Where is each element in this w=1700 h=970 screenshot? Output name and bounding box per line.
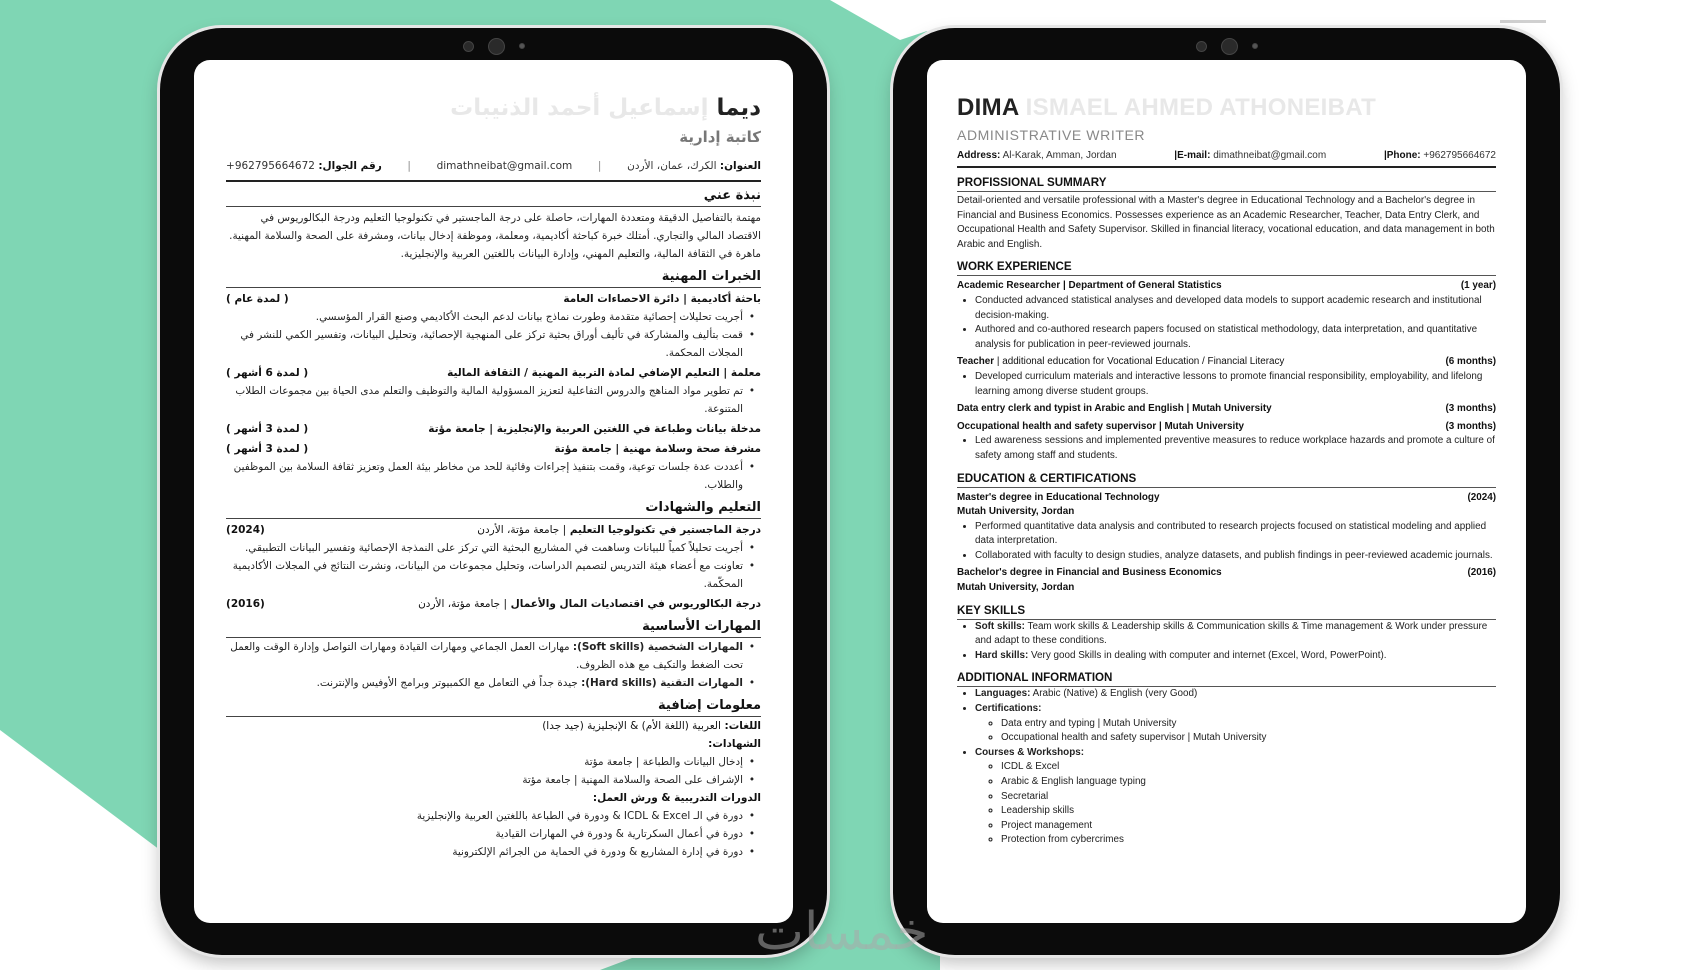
section-heading-summary: PROFISSIONAL SUMMARY <box>957 176 1496 192</box>
list-item: ◦ Data entry and typing | Mutah University <box>1001 717 1496 732</box>
degree-title: درجة الماجستير في تكنولوجيا التعليم | جامعة مؤتة، الأردن (2024) <box>226 524 761 536</box>
summary-text: Detail-oriented and versatile professional with a Master's degree in Educational Technology and a Bachelor's degree in Financial and Business Economics. Possesses experience as an Academic Researcher, Teacher, Data Entry Clerk, and Occupational Health and Safety Supervisor. Skilled in financial literacy, vocational education, and data management in both Arabic and English. <box>957 195 1495 250</box>
list-item: • Soft skills: Team work skills & Leadership skills & Communication skills & Time management & Work under pressure and adapt to these conditions. <box>975 620 1496 649</box>
section-heading-education: EDUCATION & CERTIFICATIONS <box>957 472 1496 488</box>
degree-title: Master's degree in Educational Technology (2024) <box>957 491 1496 503</box>
about-text: مهتمة بالتفاصيل الدقيقة ومتعددة المهارات، حاصلة على درجة الماجستير في تكنولوجيا التعليم ودرجة البكالوريوس في الاقتصاد المالي والتجاري. أمتلك خبرة كباحثة أكاديمية، ومعلمة، وموظفة إدخال بيانات، ومشرفة على الصحة والسلامة المهنية. ماهرة في الثقافة المالية، والتعليم المهني، وإدارة البيانات باللغتين العربية والإنجليزية. <box>229 212 761 260</box>
section-heading-skills: المهارات الأساسية <box>226 619 761 638</box>
header-divider <box>226 180 761 182</box>
list-item: • الإشراف على الصحة والسلامة المهنية | جامعة مؤتة <box>226 771 743 789</box>
list-item: • Languages: Arabic (Native) & English (very Good) <box>975 687 1496 702</box>
job-title: مدخلة بيانات وطباعة في اللغتين العربية والإنجليزية | جامعة مؤتة ( لمدة 3 أشهر ) <box>226 423 761 435</box>
list-item: • Developed curriculum materials and interactive lessons to promote financial responsibility, employability, and lifelong learning among diverse student groups. <box>975 370 1496 399</box>
camera-dot-icon <box>1252 43 1258 49</box>
degree-title: درجة البكالوريوس في اقتصاديات المال والأعمال | جامعة مؤتة، الأردن (2016) <box>226 598 761 610</box>
name-first: DIMA <box>957 94 1019 121</box>
list-item: ◦ ICDL & Excel <box>1001 760 1496 775</box>
degree-place: Mutah University, Jordan <box>957 582 1075 594</box>
list-item: ◦ Protection from cybercrimes <box>1001 833 1496 848</box>
list-item: • المهارات الشخصية (Soft skills): مهارات العمل الجماعي ومهارات القيادة ومهارات التواصل وإدارة الوقت والعمل تحت الضغط والتكيف مع هذه الظروف. <box>226 638 743 674</box>
section-heading-experience: الخبرات المهنية <box>226 269 761 288</box>
list-item: • تعاونت مع أعضاء هيئة التدريس لتصميم الدراسات، وتحليل مجموعات من البيانات، ونشرت النتائج في المجلات الأكاديمية المحكّمة. <box>226 557 743 593</box>
english-resume-page <box>927 60 1526 923</box>
job-title: باحثة أكاديمية | دائرة الاحصاءات العامة ( لمدة عام ) <box>226 293 761 305</box>
address: Address: Al-Karak, Amman, Jordan <box>957 150 1117 161</box>
job-role: كاتبة إدارية <box>679 128 761 146</box>
job-role: ADMINISTRATIVE WRITER <box>957 127 1146 143</box>
job-title: معلمة | التعليم الإضافي لمادة التربية المهنية / الثقافة المالية ( لمدة 6 أشهر ) <box>226 367 761 379</box>
degree-place: Mutah University, Jordan <box>957 506 1075 518</box>
degree-title: Bachelor's degree in Financial and Business Economics (2016) <box>957 567 1496 579</box>
list-item: • Conducted advanced statistical analyses and developed data models to support academic research and institutional decision-making. <box>975 294 1496 323</box>
list-item: • تم تطوير مواد المناهج والدروس التفاعلية لتعزيز المسؤولية المالية والتوظيف والتعلم مدى الحياة بين مجموعات الطلاب المتنوعة. <box>226 382 743 418</box>
arabic-resume-page <box>194 60 793 923</box>
list-item: • Led awareness sessions and implemented preventive measures to reduce workplace hazards and promote a culture of safety among staff and students. <box>975 434 1496 463</box>
list-item: • دورة في الـ ICDL & Excel & ودورة في الطباعة باللغتين العربية والإنجليزية <box>226 807 743 825</box>
list-item: • قمت بتأليف والمشاركة في تأليف أوراق بحثية تركز على المنهجية الإحصائية، وتحليل البيانات، وتفسير الكمي للنشر في المجلات المحكمة. <box>226 326 743 362</box>
camera-bar <box>160 36 827 56</box>
contact-line: العنوان: الكرك، عمان، الأردن | dimathneibat@gmail.com | رقم الجوال: 962795664672+ <box>226 160 761 172</box>
list-item: • Hard skills: Very good Skills in dealing with computer and internet (Excel, Word, PowerPoint). <box>975 649 1496 664</box>
name-rest: إسماعيل أحمد الذنيبات <box>450 95 709 121</box>
header-divider <box>957 166 1496 168</box>
phone: |Phone: +962795664672 <box>1383 150 1496 161</box>
section-heading-about: نبذة عني <box>226 188 761 207</box>
section-heading-additional: ADDITIONAL INFORMATION <box>957 671 1496 687</box>
section-heading-experience: WORK EXPERIENCE <box>957 260 1496 276</box>
phone: رقم الجوال: 962795664672+ <box>226 160 382 172</box>
list-item: • إدخال البيانات والطباعة | جامعة مؤتة <box>226 753 743 771</box>
list-item: ◦ Leadership skills <box>1001 804 1496 819</box>
name-rest: ISMAEL AHMED ATHONEIBAT <box>1025 94 1377 121</box>
camera-dot-icon <box>519 43 525 49</box>
resume-name <box>226 90 761 126</box>
contact-line <box>957 150 1496 161</box>
list-item: • Collaborated with faculty to design studies, analyze datasets, and publish findings in peer-reviewed academic journals. <box>975 549 1496 564</box>
list-item: • Courses & Workshops: ◦ ICDL & Excel ◦ Arabic & English language typing ◦ Secretarial ◦ Leadership skills ◦ Project management ◦ Protection from cybercrimes <box>975 746 1496 848</box>
list-item: • دورة في أعمال السكرتارية & ودورة في المهارات القيادية <box>226 825 743 843</box>
tablet-english <box>893 28 1560 955</box>
list-item: • Authored and co-authored research papers focused on statistical methodology, data interpretation, and quantitative analysis for publication in peer-reviewed journals. <box>975 323 1496 352</box>
job-title: Occupational health and safety supervisor | Mutah University (3 months) <box>957 420 1496 432</box>
courses-label: الدورات التدريبية & ورش العمل: <box>592 792 761 804</box>
watermark-logo: خمسات <box>755 902 929 962</box>
camera-sensor-icon <box>1196 41 1207 52</box>
camera-lens-icon <box>1221 38 1238 55</box>
job-title: Academic Researcher | Department of General Statistics (1 year) <box>957 280 1496 292</box>
top-decor-bar <box>1500 20 1546 23</box>
section-heading-education: التعليم والشهادات <box>226 500 761 519</box>
camera-bar <box>893 36 1560 56</box>
section-heading-skills: KEY SKILLS <box>957 604 1496 620</box>
list-item: • دورة في إدارة المشاريع & ودورة في الحماية من الجرائم الإلكترونية <box>226 843 743 861</box>
camera-sensor-icon <box>463 41 474 52</box>
email[interactable]: dimathneibat@gmail.com <box>436 160 573 172</box>
list-item: ◦ Occupational health and safety supervisor | Mutah University <box>1001 731 1496 746</box>
tablet-arabic <box>160 28 827 955</box>
languages: اللغات: العربية (اللغة الأم) & الإنجليزية (جيد جدا) <box>542 720 761 732</box>
certs-label: الشهادات: <box>708 738 761 750</box>
job-title: مشرفة صحة وسلامة مهنية | جامعة مؤتة ( لمدة 3 أشهر ) <box>226 443 761 455</box>
list-item: • أجريت تحليلاً كمياً للبيانات وساهمت في المشاريع البحثية التي تركز على النمذجة الإحصائية وتفسير البيانات التطبيقي. <box>226 539 743 557</box>
list-item: • أجريت تحليلات إحصائية متقدمة وطورت نماذج بيانات لدعم البحث الأكاديمي وصنع القرار المؤسسي. <box>226 308 743 326</box>
job-title: Data entry clerk and typist in Arabic and English | Mutah University (3 months) <box>957 403 1496 415</box>
address: العنوان: الكرك، عمان، الأردن <box>627 160 761 172</box>
camera-lens-icon <box>488 38 505 55</box>
list-item: • المهارات التقنية (Hard skills): جيدة جداً في التعامل مع الكمبيوتر وبرامج الأوفيس والإنترنت. <box>226 674 743 692</box>
email[interactable]: |E-mail: dimathneibat@gmail.com <box>1174 150 1327 161</box>
list-item: • أعددت عدة جلسات توعية، وقمت بتنفيذ إجراءات وقائية للحد من مخاطر بيئة العمل وتعزيز ثقافة السلامة بين الموظفين والطلاب. <box>226 458 743 494</box>
list-item: ◦ Arabic & English language typing <box>1001 775 1496 790</box>
name-first: ديما <box>716 95 761 121</box>
section-heading-extra: معلومات إضافية <box>226 698 761 717</box>
list-item: ◦ Project management <box>1001 819 1496 834</box>
list-item: • Certifications: ◦ Data entry and typing | Mutah University ◦ Occupational health and safety supervisor | Mutah University <box>975 702 1496 746</box>
list-item: • Performed quantitative data analysis and contributed to research projects focused on statistical modeling and applied data interpretation. <box>975 520 1496 549</box>
white-cut-bottom <box>220 955 640 970</box>
resume-name <box>957 90 1496 126</box>
job-title: Teacher | additional education for Vocational Education / Financial Literacy (6 months) <box>957 356 1496 368</box>
list-item: ◦ Secretarial <box>1001 790 1496 805</box>
